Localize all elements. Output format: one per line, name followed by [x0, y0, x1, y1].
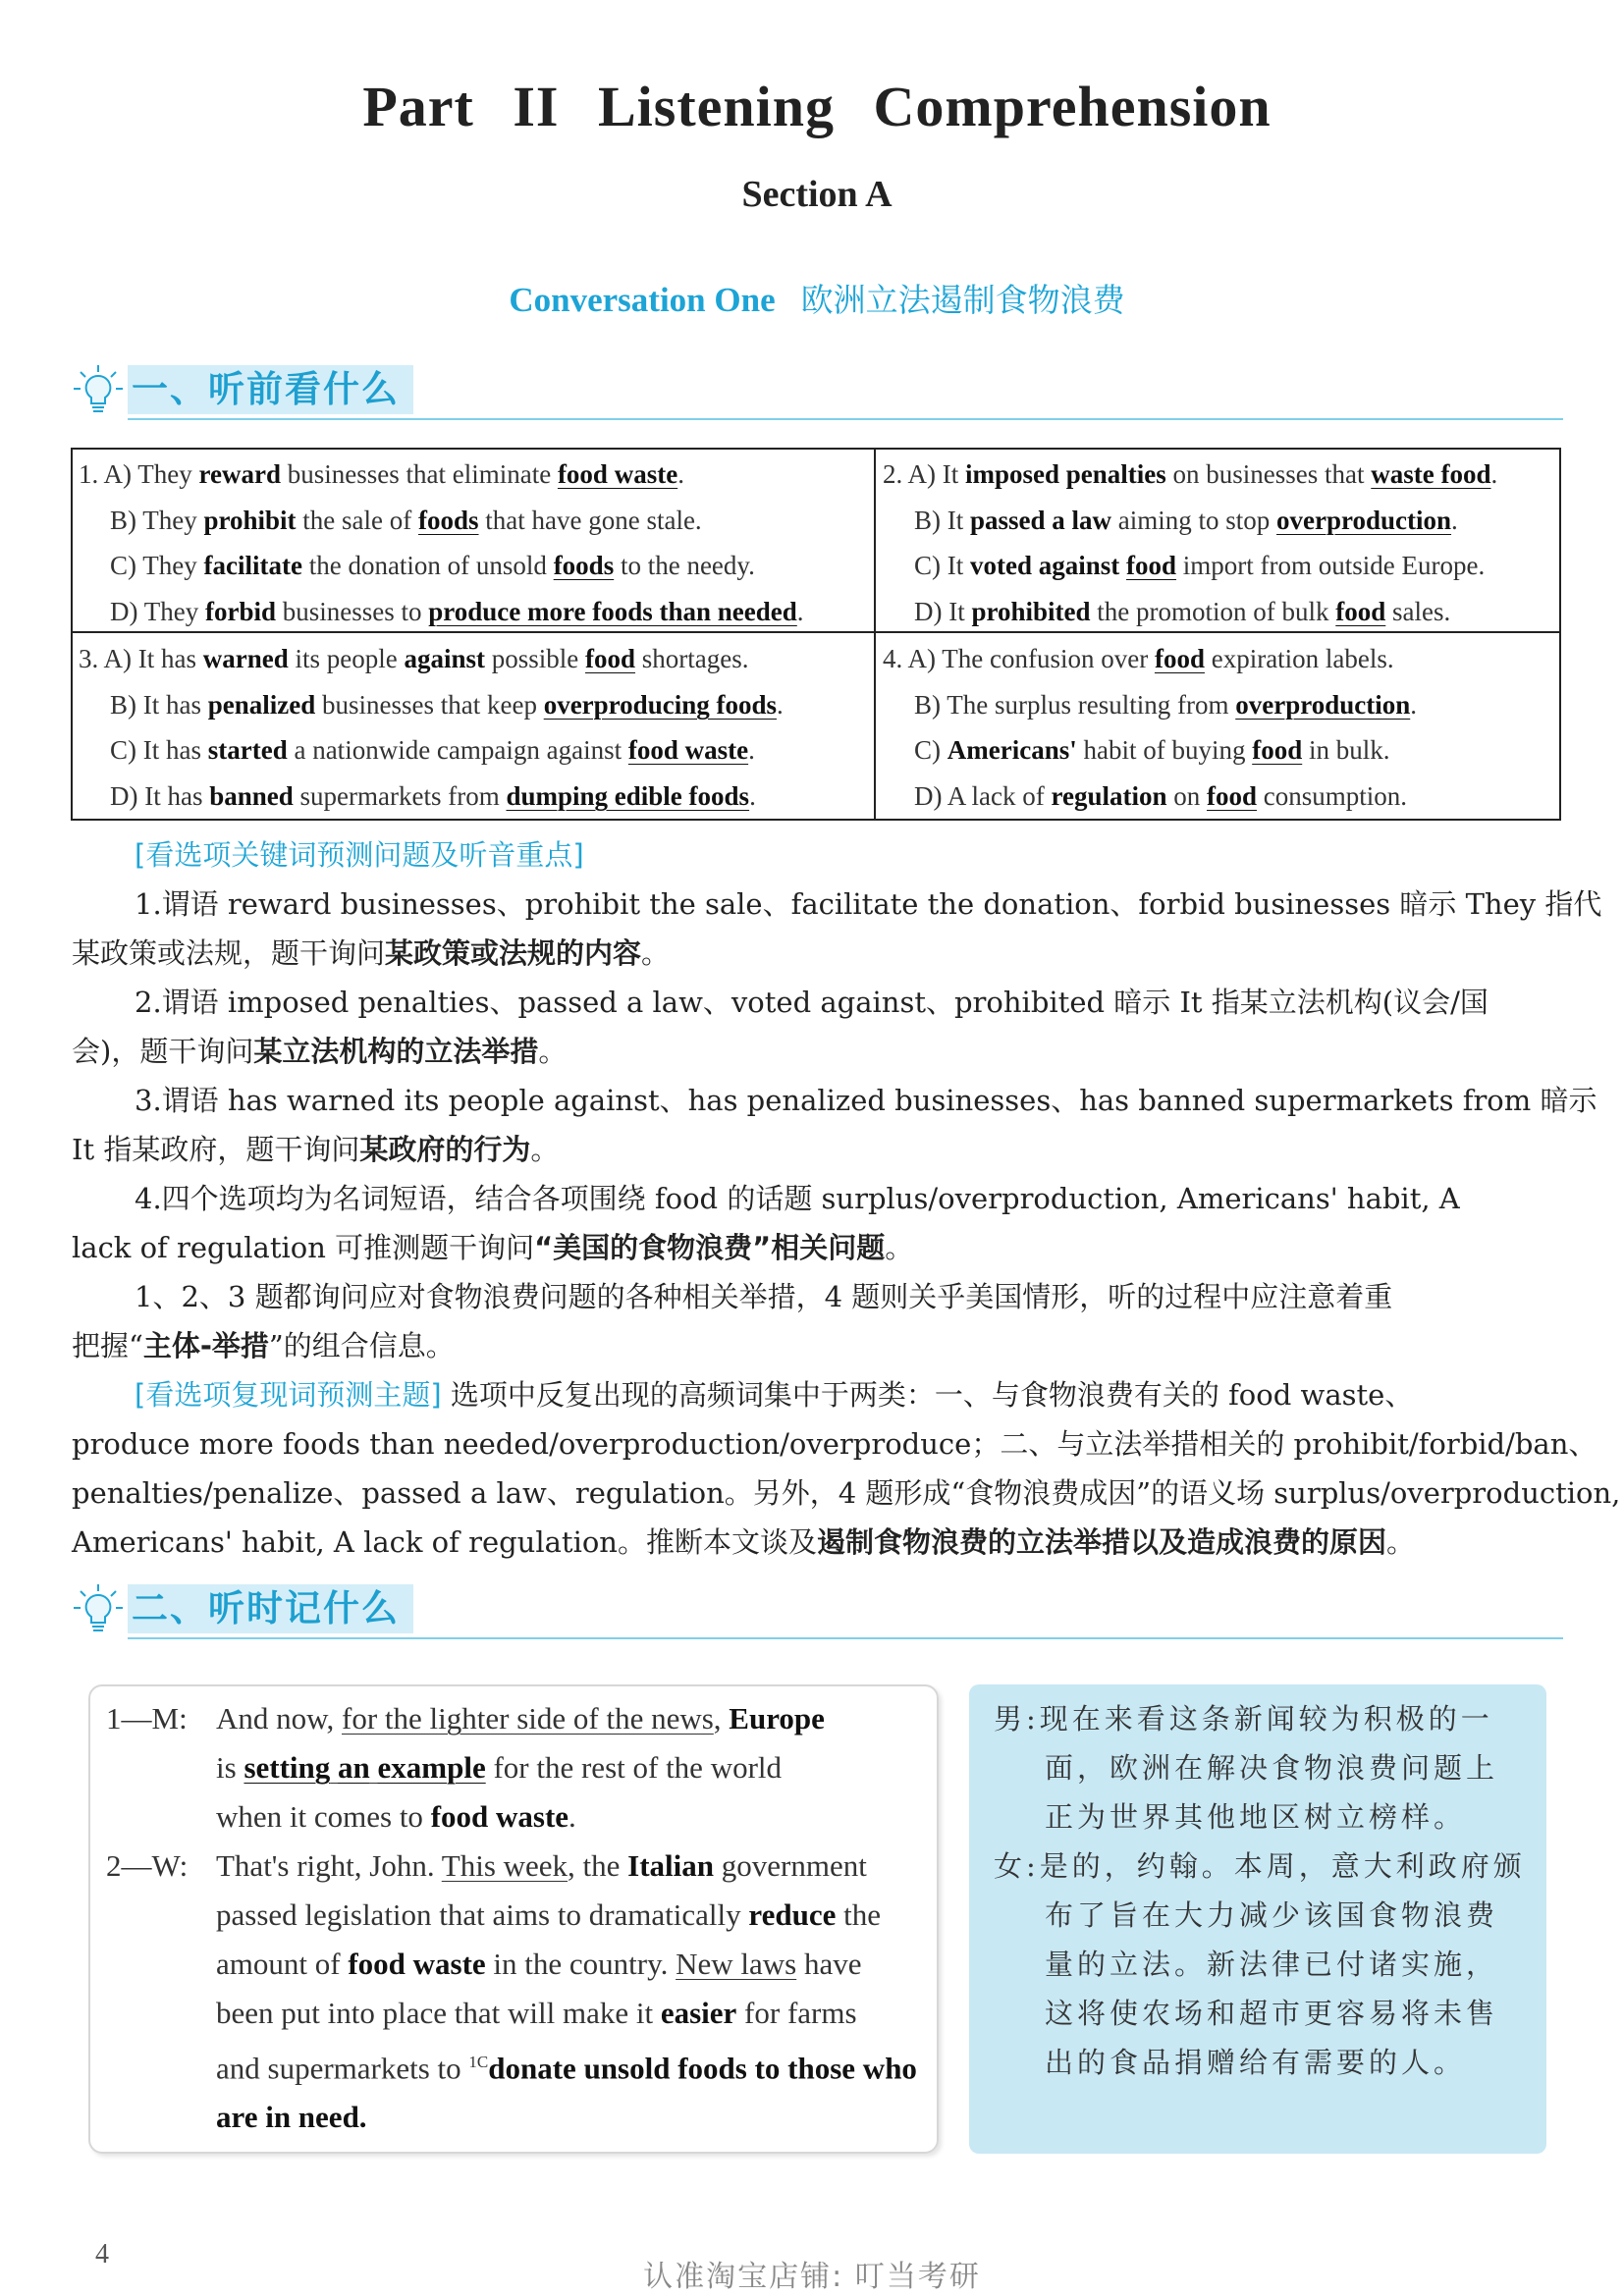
- question-4-options: [883, 636, 1417, 819]
- question-2-options: [883, 452, 1497, 634]
- analysis-theme-line1: [看选项复现词预测主题] 选项中反复出现的高频词集中于两类：一、与食物浪费有关的 food waste、: [135, 1378, 1414, 1412]
- analysis-theme-line3: penalties/penalize、passed a law、regulation。另外，4 题形成“食物浪费成因”的语义场 surplus/overproduction,: [72, 1476, 1621, 1510]
- analysis-point-5-line1: 1、2、3 题都询问应对食物浪费问题的各种相关举措，4 题则关乎美国情形，听的过程中应注意着重: [135, 1280, 1393, 1313]
- analysis-point-1-line1: 1.谓语 reward businesses、prohibit the sale、facilitate the donation、forbid businesses 暗示 They 指代: [135, 887, 1602, 921]
- option-2b: B) It passed a law aiming to stop overproduction.: [914, 505, 1458, 535]
- option-2a: 2. A) It imposed penalties on businesses that waste food.: [883, 459, 1498, 489]
- analysis-point-3-line2: It 指某政府，题干询问某政府的行为。: [72, 1133, 560, 1166]
- analysis-point-5-line2: 把握“主体-举措”的组合信息。: [72, 1329, 455, 1362]
- conversation-title-en: Conversation One: [509, 281, 776, 319]
- section-heading-1: [71, 361, 1563, 422]
- transcript-line-1: And now, for the lighter side of the news, Europe: [216, 1701, 825, 1735]
- transcript-speaker-1: 1—M:: [106, 1701, 188, 1735]
- section-heading-2-rule: [128, 1637, 1563, 1639]
- analysis-point-2-line2: 会)，题干询问某立法机构的立法举措。: [72, 1035, 568, 1068]
- transcript-speaker-2: 2—W:: [106, 1848, 189, 1883]
- translation-line-1: 男:现在来看这条新闻较为积极的一: [994, 1702, 1493, 1735]
- section-heading-2-label: 二、听时记什么: [128, 1584, 413, 1633]
- transcript-line-4: That's right, John. This week, the Italian government: [216, 1848, 867, 1883]
- transcript-text: [216, 1694, 921, 2142]
- option-2c: C) It voted against food import from outside Europe.: [914, 551, 1486, 580]
- option-1a: 1. A) They reward businesses that eliminate food waste.: [79, 459, 684, 489]
- analysis-tag-keywords: [看选项关键词预测问题及听音重点]: [135, 838, 584, 872]
- section-heading-2: [71, 1580, 1563, 1641]
- page-number: 4: [95, 2239, 109, 2269]
- option-3a: 3. A) It has warned its people against possible food shortages.: [79, 644, 749, 673]
- analysis-point-3-line1: 3.谓语 has warned its people against、has penalized businesses、has banned supermarkets from 暗示: [135, 1084, 1597, 1117]
- translation-line-6: 量的立法。新法律已付诸实施，: [1045, 1948, 1499, 1981]
- conversation-title-cn: 欧洲立法遏制食物浪费: [800, 281, 1125, 319]
- option-1c: C) They facilitate the donation of unsold foods to the needy.: [110, 551, 755, 580]
- translation-line-7: 这将使农场和超市更容易将未售: [1045, 1997, 1499, 2030]
- transcript-line-7: been put into place that will make it easier for farms: [216, 1996, 857, 2030]
- page-title: Part II Listening Comprehension: [362, 75, 1272, 138]
- translation-text: [994, 1694, 1526, 2087]
- translation-line-8: 出的食品捐赠给有需要的人。: [1045, 2046, 1467, 2079]
- table-divider-vertical: [874, 448, 876, 821]
- transcript-line-8: and supermarkets to $^{1C}$donate unsold foods to those who: [216, 2051, 917, 2086]
- option-4a: 4. A) The confusion over food expiration labels.: [883, 644, 1394, 673]
- option-1d: D) They forbid businesses to produce more foods than needed.: [110, 596, 804, 626]
- translation-line-4: 女:是的，约翰。本周，意大利政府颁: [994, 1849, 1526, 1883]
- option-4b: B) The surplus resulting from overproduction.: [914, 689, 1417, 720]
- translation-line-3: 正为世界其他地区树立榜样。: [1045, 1800, 1467, 1834]
- translation-line-5: 布了旨在大力减少该国食物浪费: [1045, 1898, 1499, 1932]
- analysis-theme-line4: Americans' habit, A lack of regulation。推断本文谈及遏制食物浪费的立法举措以及造成浪费的原因。: [72, 1525, 1416, 1559]
- analysis-theme-line2: produce more foods than needed/overproduction/overproduce；二、与立法举措相关的 prohibit/forbid/ban、: [72, 1427, 1597, 1461]
- option-4c: C) Americans' habit of buying food in bulk.: [914, 735, 1390, 765]
- transcript-line-6: amount of food waste in the country. New laws have: [216, 1947, 862, 1981]
- analysis-point-2-line1: 2.谓语 imposed penalties、passed a law、voted against、prohibited 暗示 It 指某立法机构(议会/国: [135, 986, 1489, 1019]
- analysis-point-4-line2: lack of regulation 可推测题干询问“美国的食物浪费”相关问题。: [72, 1231, 914, 1264]
- option-2d: D) It prohibited the promotion of bulk food sales.: [914, 596, 1451, 626]
- question-1-options: [79, 452, 804, 634]
- transcript-line-2: is setting an example for the rest of the world: [216, 1750, 783, 1785]
- analysis-tag-theme: [看选项复现词预测主题]: [135, 1378, 442, 1412]
- section-heading-1-label: 一、听前看什么: [128, 365, 413, 414]
- analysis-block: [72, 830, 1621, 1567]
- option-3d: D) It has banned supermarkets from dumping edible foods.: [110, 780, 756, 811]
- option-4d: D) A lack of regulation on food consumption.: [914, 780, 1408, 811]
- option-1b: B) They prohibit the sale of foods that have gone stale.: [110, 505, 702, 535]
- lightbulb-icon: [71, 363, 126, 418]
- section-heading-1-rule: [128, 418, 1563, 420]
- option-3b: B) It has penalized businesses that keep overproducing foods.: [110, 689, 784, 720]
- transcript-line-3: when it comes to food waste.: [216, 1799, 576, 1834]
- analysis-point-4-line1: 4.四个选项均为名词短语，结合各项围绕 food 的话题 surplus/overproduction, Americans' habit, A: [135, 1182, 1460, 1215]
- translation-line-2: 面，欧洲在解决食物浪费问题上: [1045, 1751, 1499, 1785]
- question-3-options: [79, 636, 784, 819]
- footer-note: 认准淘宝店铺: 叮当考研: [643, 2260, 981, 2294]
- analysis-point-1-line2: 某政策或法规，题干询问某政策或法规的内容。: [72, 936, 671, 970]
- transcript-line-5: passed legislation that aims to dramatically reduce the: [216, 1897, 881, 1932]
- conversation-title: [0, 275, 1624, 321]
- option-3c: C) It has started a nationwide campaign against food waste.: [110, 735, 755, 765]
- lightbulb-icon: [71, 1582, 126, 1637]
- transcript-line-9: are in need.: [216, 2100, 367, 2135]
- section-title: Section A: [741, 174, 893, 215]
